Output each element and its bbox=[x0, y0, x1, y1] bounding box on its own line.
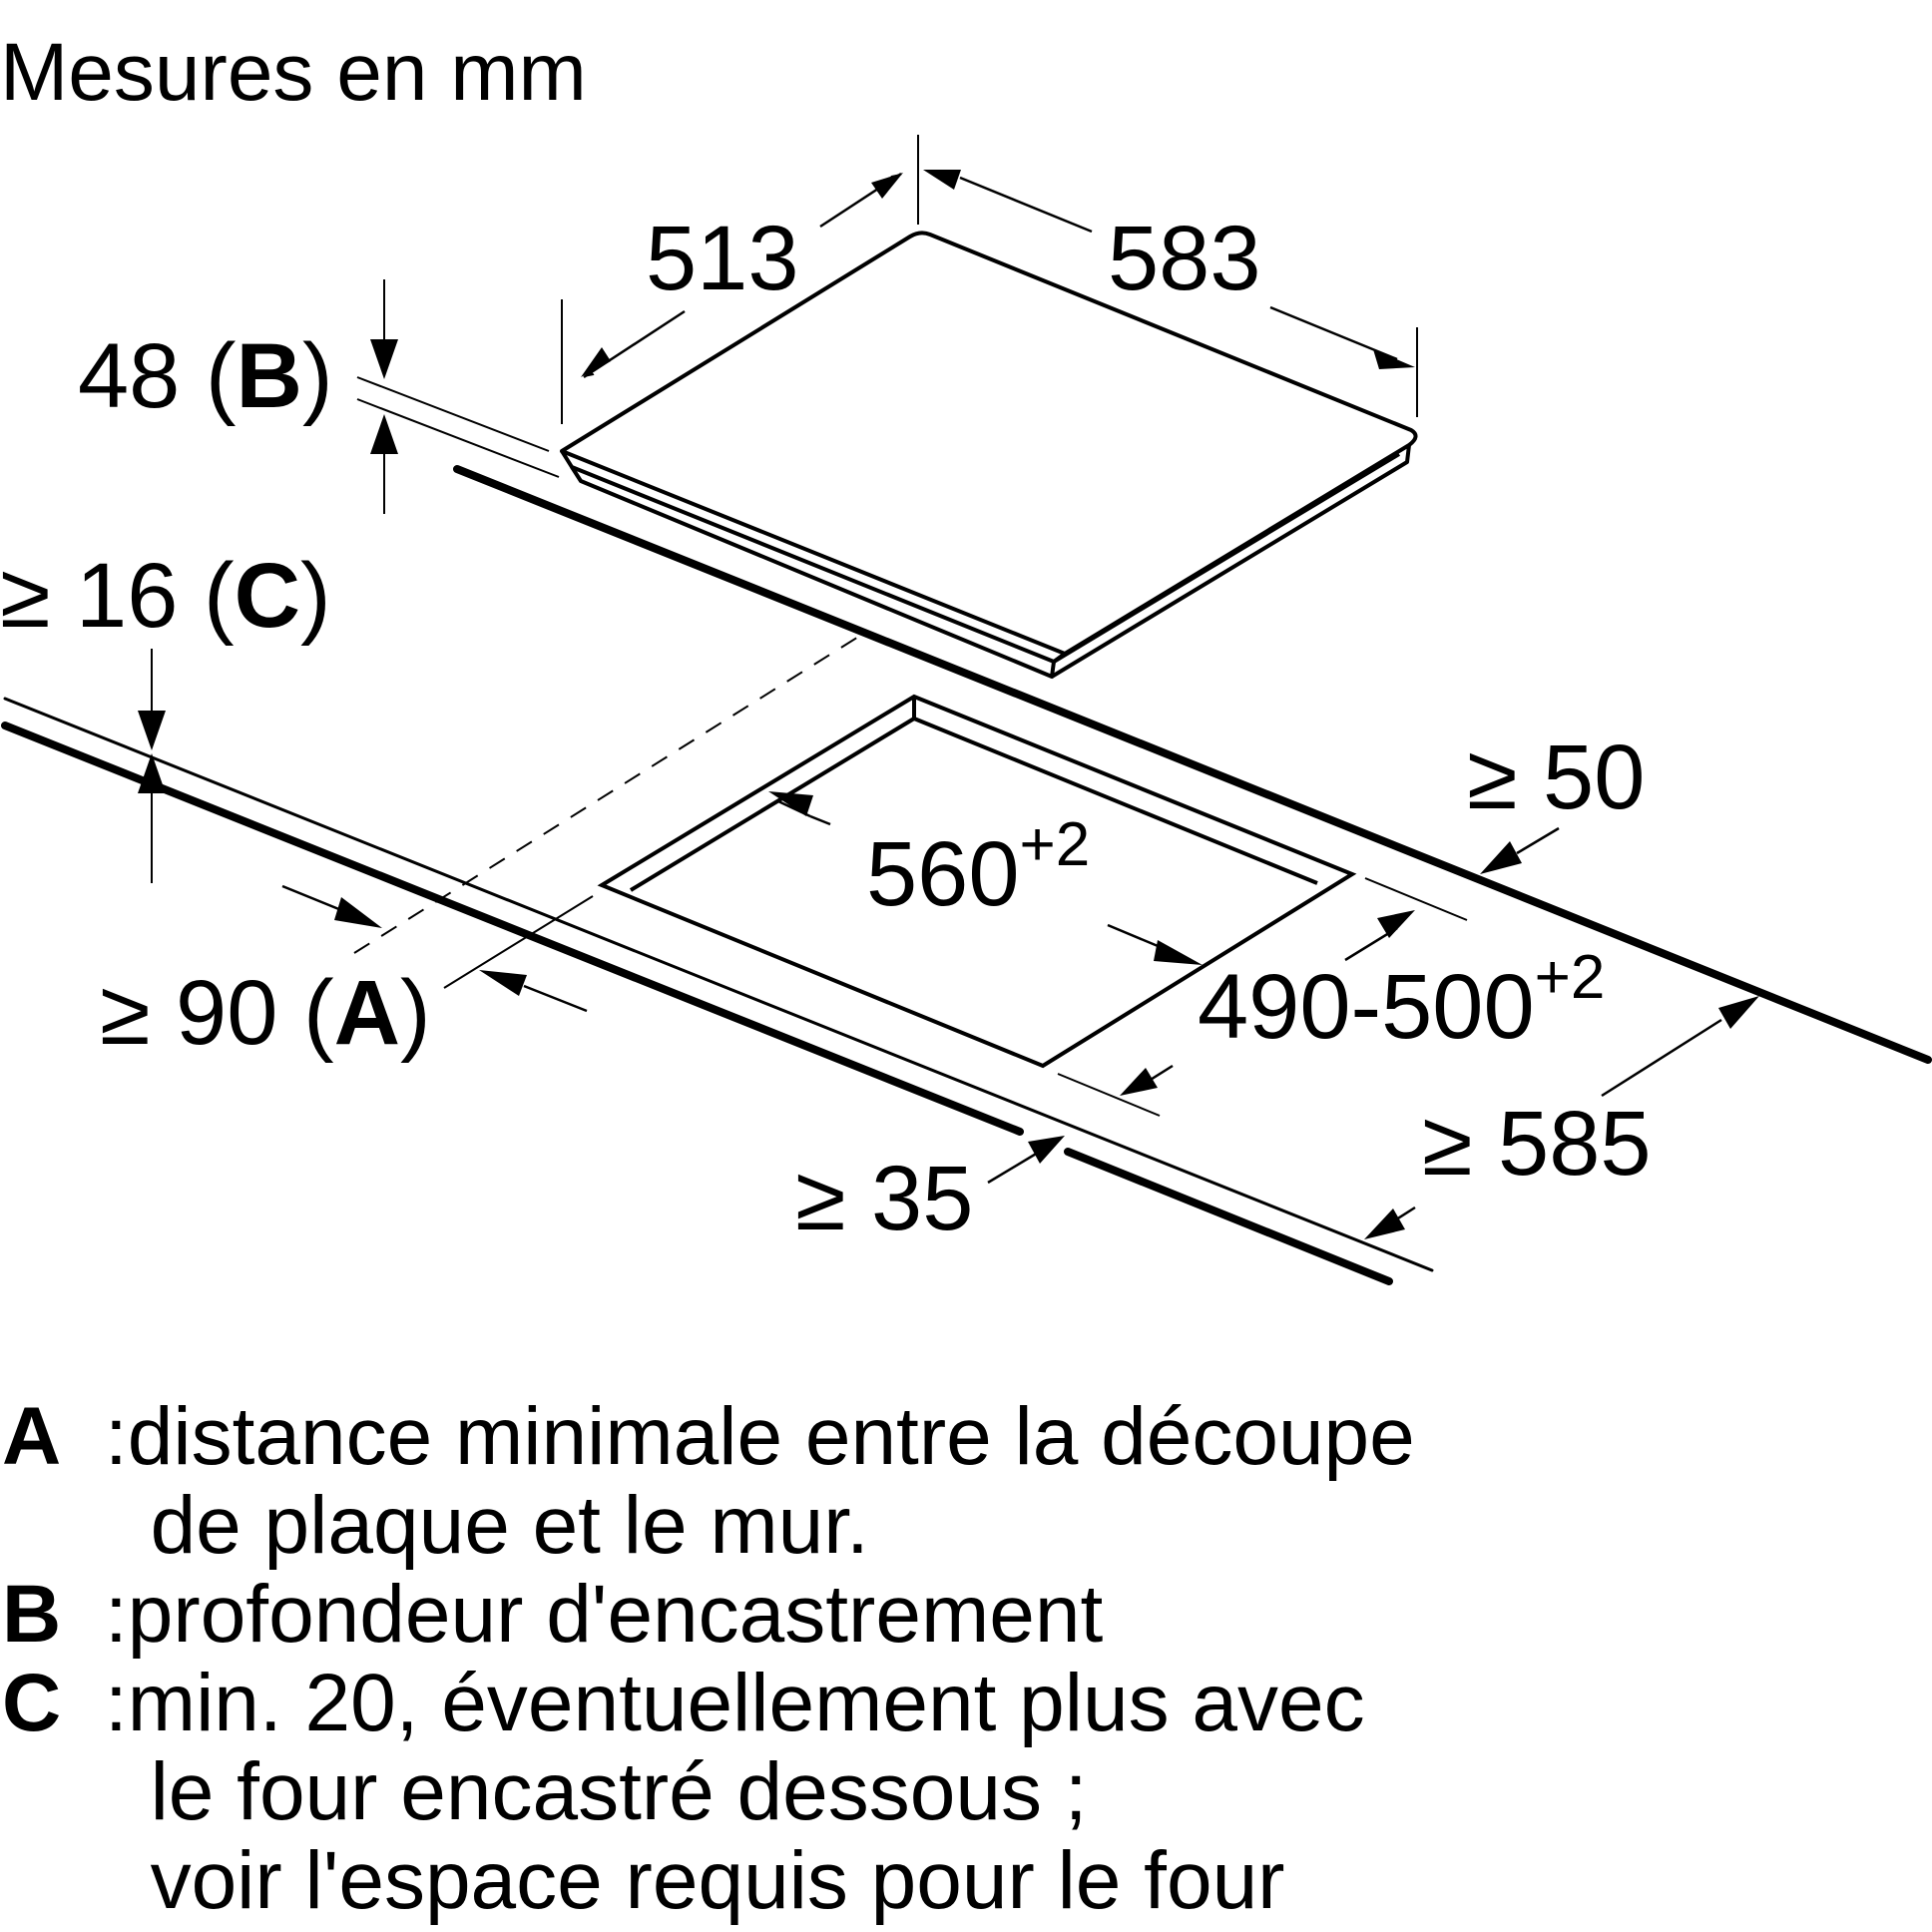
dim-583-label: 583 bbox=[1108, 208, 1261, 309]
dim-16c-lines bbox=[138, 649, 166, 883]
dim-35-label: ≥ 35 bbox=[795, 1148, 974, 1249]
legend-text: de plaque et le mur. bbox=[105, 1480, 869, 1571]
legend-item-a bbox=[0, 1392, 1932, 1570]
dim-560-label: $560^{+2}$ bbox=[866, 810, 1091, 925]
dim-48b-label: 48 (B) bbox=[78, 325, 333, 427]
legend-item-b bbox=[0, 1570, 1932, 1659]
page-title: Mesures en mm bbox=[0, 27, 587, 118]
legend bbox=[0, 1392, 1932, 1925]
dim-48b-lines bbox=[357, 279, 559, 514]
dim-16c-label: ≥ 16 (C) bbox=[0, 545, 331, 647]
dim-490-label: $490-500^{+2}$ bbox=[1198, 943, 1606, 1058]
legend-text: le four encastré dessous ; bbox=[105, 1746, 1088, 1837]
dim-585-label: ≥ 585 bbox=[1422, 1093, 1652, 1195]
dim-50-label: ≥ 50 bbox=[1467, 726, 1646, 828]
legend-text: :profondeur d'encastrement bbox=[105, 1569, 1104, 1660]
dim-35-lines bbox=[988, 1136, 1065, 1183]
legend-key: C bbox=[2, 1658, 62, 1748]
dim-50-lines bbox=[1480, 828, 1559, 874]
legend-text: :distance minimale entre la découpe bbox=[105, 1391, 1415, 1482]
legend-key: A bbox=[2, 1391, 62, 1482]
legend-text: voir l'espace requis pour le four bbox=[105, 1835, 1285, 1926]
dim-90a-label: ≥ 90 (A) bbox=[100, 962, 431, 1064]
legend-key: B bbox=[2, 1569, 62, 1660]
dim-513-label: 513 bbox=[646, 208, 799, 309]
legend-item-c bbox=[0, 1659, 1932, 1925]
legend-text: :min. 20, éventuellement plus avec bbox=[105, 1658, 1365, 1748]
